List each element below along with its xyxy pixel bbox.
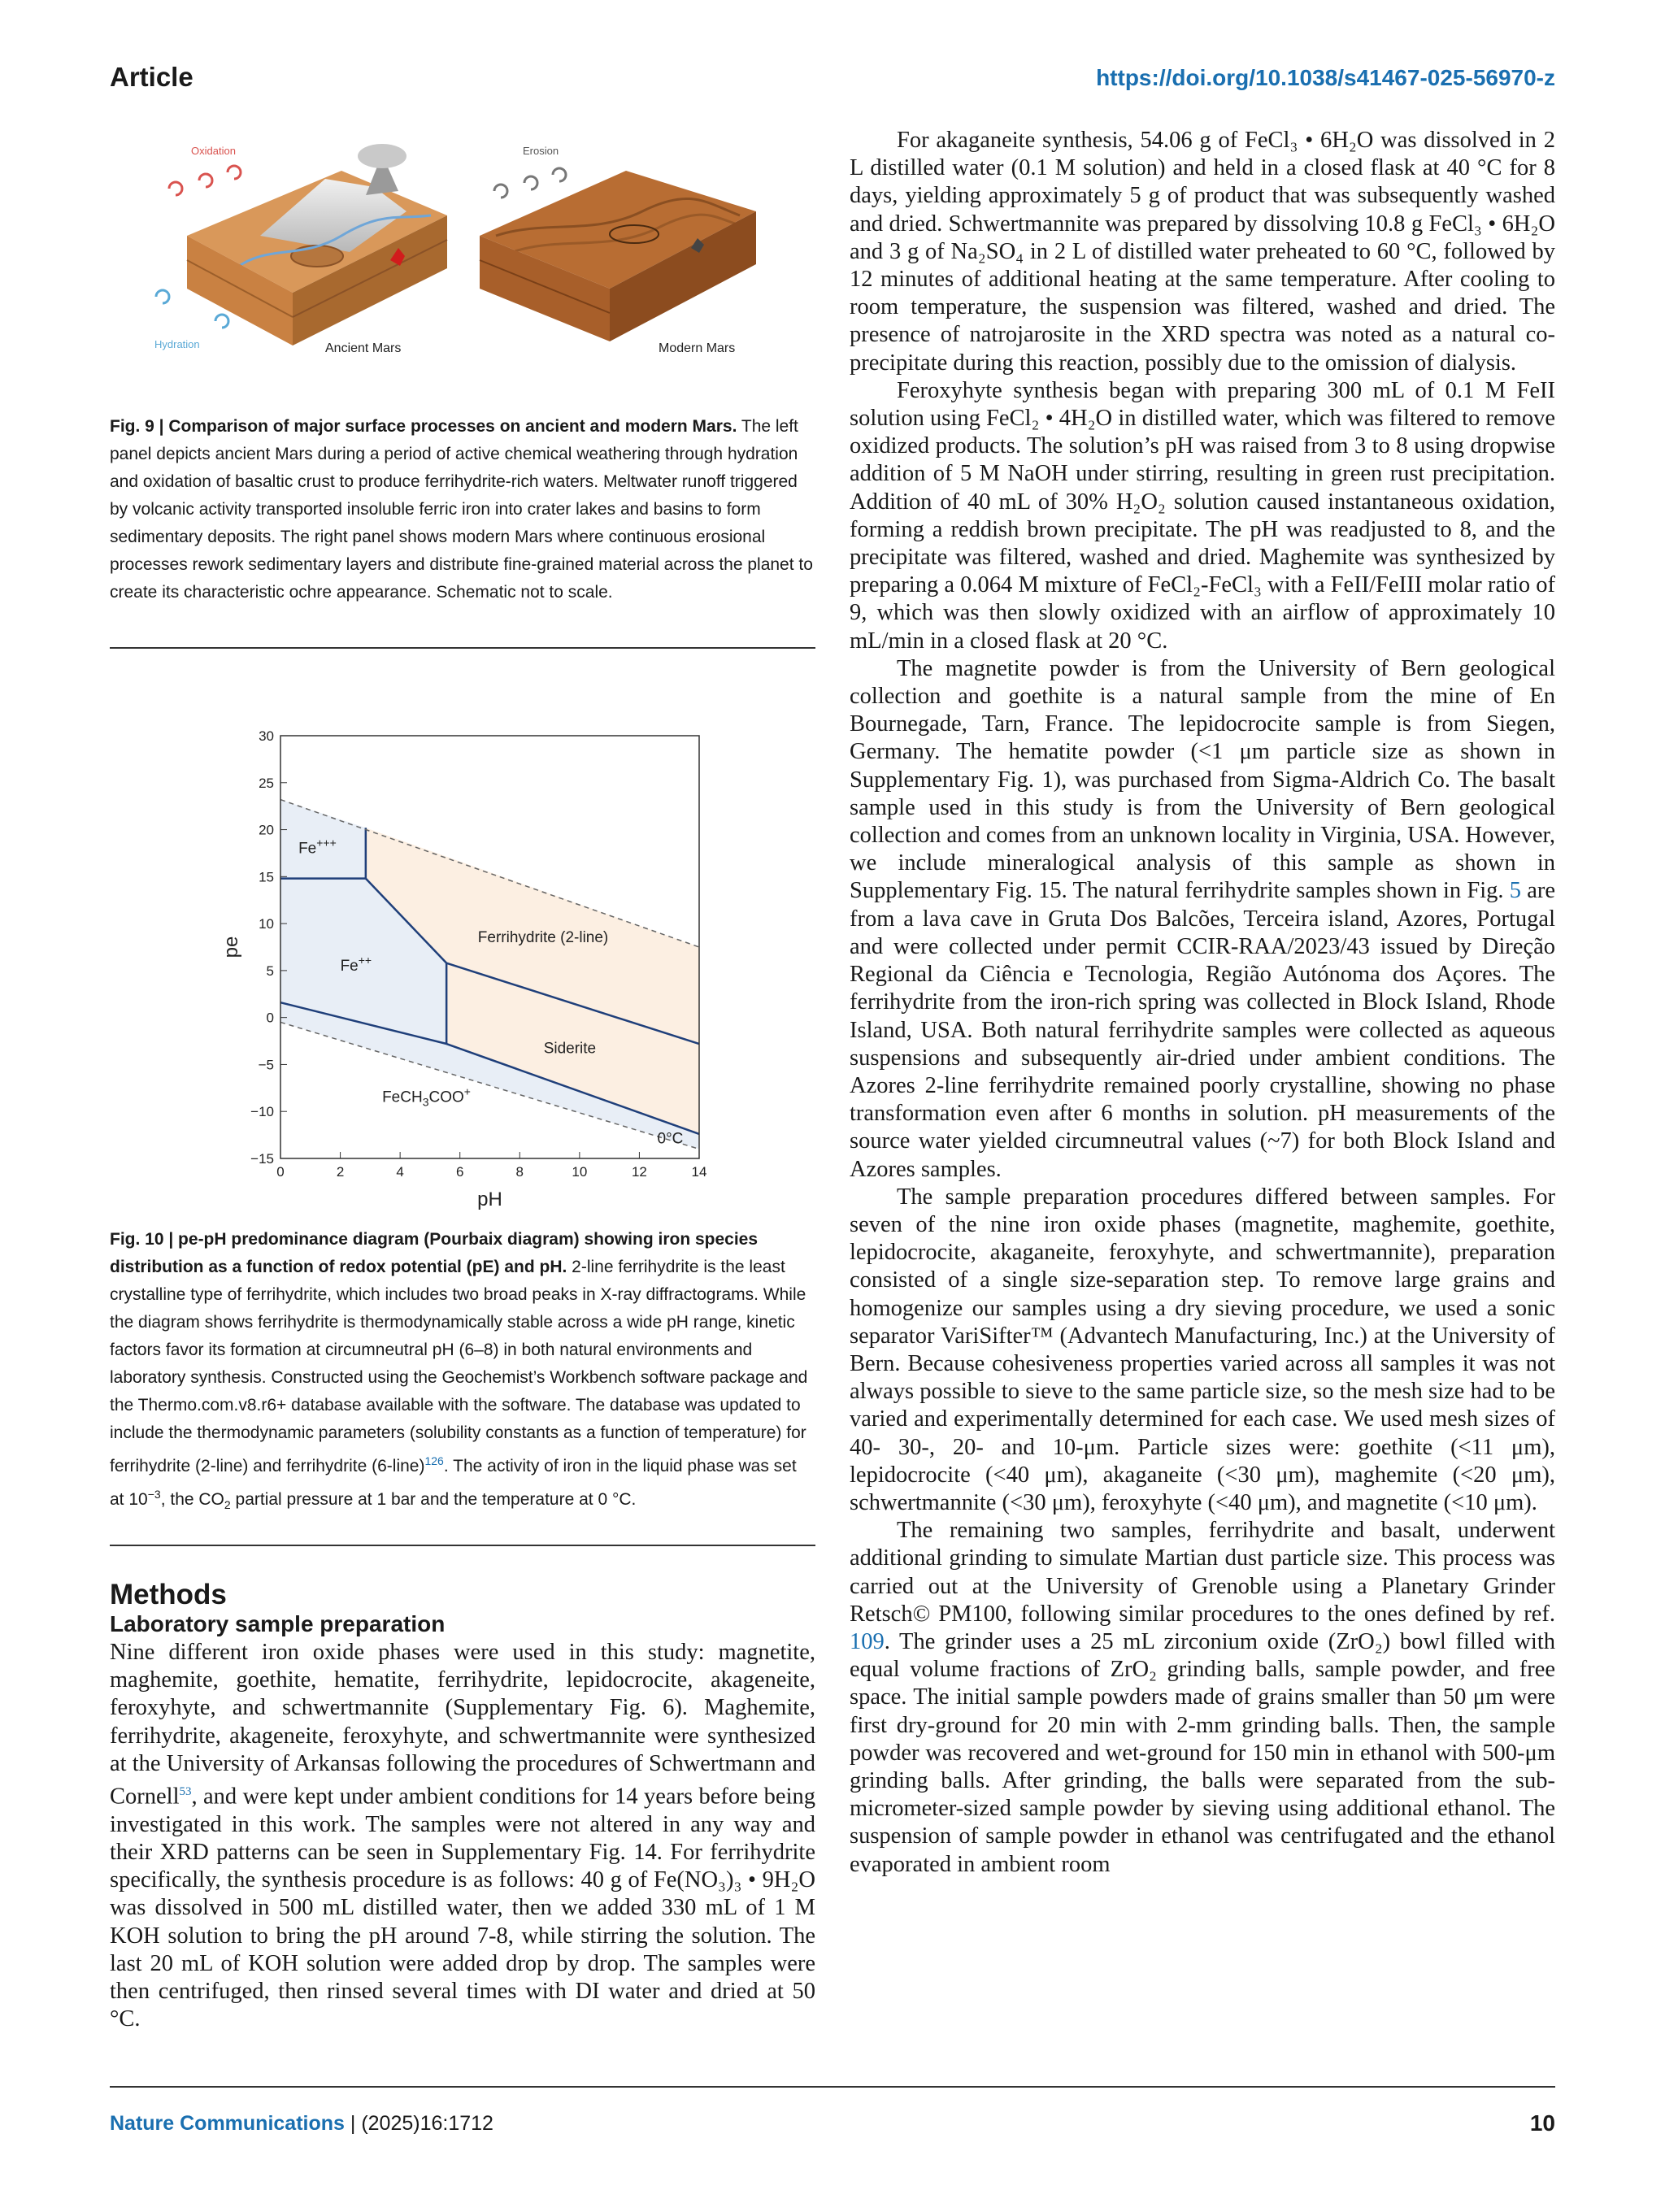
fig10-caption-text-d: partial pressure at 1 bar and the temperature at 0 °C. [230, 1490, 637, 1509]
x-tick-label: 8 [515, 1164, 524, 1180]
y-tick-label: −15 [250, 1151, 274, 1167]
x-tick-label: 14 [691, 1164, 707, 1180]
fig10-ref-126[interactable]: 126 [424, 1454, 444, 1467]
y-tick-label: 0 [266, 1010, 274, 1026]
region-label-1: Fe++ [340, 953, 372, 975]
region-label-2: Ferrihydrite (2-line) [477, 929, 609, 947]
preparation-paragraph: The sample preparation procedures differed between samples. For seven of the nine iron oxide phases (magnetite, maghemite, goethite, lepidocrocite, akaganeite, feroxyhyte, and schwertmannite), preparation consisted of a single size-separation step. To remove large grains and homogenize our samples using a dry sieving procedure, we used a sonic separator VariSifter™ (Advantech Manufacturing, Inc.) at the University of Bern. Because cohesiveness properties varied across all samples it was not always possible to sieve to the same particle size, so the mesh size had to be varied and experimentally determined for each case. We used mesh sizes of 40- 30-, 20- and 10-μm. Particle sizes were: goethite (<11 μm), lepidocrocite (<40 μm), akaganeite (<30 μm), maghemite (<20 μm), schwertmannite (<30 μm), feroxyhyte (<40 μm), and magnetite (<10 μm). [850, 1184, 1555, 1515]
fig5-link[interactable]: 5 [1509, 878, 1521, 904]
ref-53[interactable]: 53 [179, 1785, 192, 1799]
oxidation-curls-icon [169, 166, 241, 195]
modern-mars-label: Modern Mars [659, 341, 736, 355]
temperature-annotation: 0°C [657, 1130, 684, 1148]
grinding-paragraph: The remaining two samples, ferrihydrite and basalt, underwent additional grinding to simulate Martian dust particle size. This process was carried out at the University of Grenoble using a Planetary Grinder Retsch© PM100, following similar procedures to the ones defined by ref. 109. The grinder uses a 25 mL zirconium oxide (ZrO₂) bowl filled with equal volume fractions of ZrO₂ grinding balls, sample powder, and free space. The initial sample powders made of grains smaller than 50 μm were first dry-ground for 20 min with 2-mm grinding balls. Then, the sample powder was recovered and wet-ground for 150 min in ethanol with 500-μm grinding balls. After grinding, the balls were separated from the sub-micrometer-sized sample powder by sieving using additional ethanol. The suspension of sample powder in ethanol was centrifugated and the ethanol evaporated in ambient room [850, 1518, 1555, 1877]
ancient-mars-label: Ancient Mars [325, 341, 402, 355]
fig10-divider [110, 1545, 815, 1546]
methods-heading: Methods [110, 1579, 227, 1610]
fig9-divider [110, 647, 815, 649]
erosion-label: Erosion [523, 145, 559, 157]
methods-paragraph-1: Nine different iron oxide phases were used in this study: magnetite, maghemite, goethite, hematite, ferrihydrite, lepidocrocite, akageneite, feroxyhyte, and schwertmannite (Supplementary Fig. 6). Maghemite, ferrihydrite, akageneite, feroxyhyte, and schwertmannite were synthesized at the University of Arkansas following the procedures of Schwertmann and Cornell$^{53}$, and were kept under ambient conditions for 14 years before being investigated in this work. The samples were not altered in any way and their XRD patterns can be seen in Supplementary Fig. 14. For ferrihydrite specifically, the synthesis procedure is as follows: 40 g of Fe(NO₃)₃ • 9H₂O was dissolved in 500 mL distilled water, then we added 330 mL of 1 M KOH solution to bring the pH around 7-8, while stirring the solution. The last 20 mL of KOH solution were added drop by drop. The samples were then centrifuged, then rinsed several times with DI water and dried at 50 °C. [110, 1640, 815, 2032]
region-label-3: Siderite [543, 1040, 597, 1058]
region-label-4: FeCH$_3$COO+ [382, 1084, 471, 1109]
x-tick-label: 10 [572, 1164, 588, 1180]
lab-prep-subheading: Laboratory sample preparation [110, 1611, 446, 1636]
article-label: Article [110, 62, 193, 92]
fig9-caption [110, 413, 815, 606]
right-column [850, 127, 1555, 1879]
fig10-caption-text-b: . The activity of iron in the liquid phase was set at 10 [110, 1457, 797, 1509]
oxidation-label: Oxidation [191, 145, 236, 157]
methods-section [110, 1579, 815, 2033]
page-number: 10 [1529, 2110, 1555, 2136]
pourbaix-chart [220, 715, 740, 1219]
hydration-label: Hydration [154, 338, 200, 350]
x-tick-label: 2 [336, 1164, 345, 1180]
feroxyhyte-paragraph: Feroxyhyte synthesis began with preparing 300 mL of 0.1 M FeII solution using FeCl₂ • 4H₂O in distilled water, which was filtered to remove oxidized products. The solution’s pH was raised from 3 to 8 using dropwise addition of 5 M NaOH under stirring, resulting in green rust precipitation. Addition of 40 mL of 30% H₂O₂ solution caused instantaneous oxidation, forming a reddish brown precipitate. The pH was readjusted to 8, and the precipitate was filtered, washed and dried. Maghemite was synthesized by preparing a 0.064 M mixture of FeCl₂-FeCl₃ with a FeII/FeIII molar ratio of 9, which was then slowly oxidized with an airflow of approximately 10 mL/min in a closed flask at 20 °C. [850, 377, 1555, 654]
fig9-illustration [138, 138, 789, 374]
akaganeite-paragraph: For akaganeite synthesis, 54.06 g of FeCl₃ • 6H₂O was dissolved in 2 L distilled water (0.1 M solution) and held in a closed flask at 40 °C for 8 days, yielding approximately 5 g of product that was subsequently washed and dried. Schwertmannite was prepared by dissolving 10.8 g FeCl₃ • 6H₂O and 3 g of Na₂SO₄ in 2 L of distilled water preheated to 60 °C, followed by 12 minutes of additional heating at the same temperature. After cooling to room temperature, the suspension was filtered, washed and dried. The presence of natrojarosite in the XRD spectra was noted as a natural co-precipitate during this reaction, possibly due to the omission of dialysis. [850, 128, 1555, 376]
x-tick-label: 0 [276, 1164, 285, 1180]
footer-divider [110, 2086, 1555, 2088]
x-tick-label: 12 [631, 1164, 647, 1180]
y-tick-label: 20 [259, 822, 274, 838]
y-tick-label: 5 [266, 963, 274, 979]
region-label-0: Fe+++ [298, 836, 337, 858]
fig10-exponent: −3 [147, 1488, 161, 1501]
fig10-caption [110, 1226, 815, 1519]
fig10-subscript: 2 [224, 1498, 231, 1512]
fig10-caption-title: Fig. 10 | pe-pH predominance diagram (Pourbaix diagram) showing iron species distribution as a function of redox potential (pE) and pH. [110, 1230, 759, 1276]
fig10-caption-text: 2-line ferrihydrite is the least crystalline type of ferrihydrite, which includes two broad peaks in X-ray diffractograms. While the diagram shows ferrihydrite is thermodynamically stable across a wide pH range, kinetic factors favor its formation at circumneutral pH (6–8) in both natural environments and laboratory synthesis. Constructed using the Geochemist’s Workbench software package and the Thermo.com.v8.r6+ database available with the software. The database was updated to include the thermodynamic parameters (solubility constants as a function of temperature) for ferrihydrite (2-line) and ferrihydrite (6-line) [110, 1258, 808, 1475]
doi-link[interactable]: https://doi.org/10.1038/s41467-025-56970-z [1096, 65, 1555, 90]
fig9-caption-text: The left panel depicts ancient Mars during a period of active chemical weathering through hydration and oxidation of basaltic crust to produce ferrihydrite-rich waters. Meltwater runoff triggered by volcanic activity transported insoluble ferric iron into crater lakes and basins to form sedimentary deposits. The right panel shows modern Mars where continuous erosional processes rework sedimentary layers and distribute fine-grained material across the planet to create its characteristic ochre appearance. Schematic not to scale. [110, 417, 813, 602]
y-tick-label: 25 [259, 775, 274, 791]
x-tick-label: 4 [396, 1164, 404, 1180]
erosion-curls-icon [494, 168, 566, 198]
y-tick-label: −10 [250, 1104, 274, 1120]
x-tick-label: 6 [455, 1164, 464, 1180]
fig9-caption-title: Fig. 9 | Comparison of major surface processes on ancient and modern Mars. [110, 417, 737, 436]
y-axis-label: pe [220, 936, 242, 958]
samples-origin-paragraph: The magnetite powder is from the University of Bern geological collection and goethite is a natural sample from the mine of En Bournegade, Tarn, France. The lepidocrocite sample is from Siegen, Germany. The hematite powder (<1 μm particle size as shown in Supplementary Fig. 1), was purchased from Sigma-Aldrich Co. The basalt sample used in this study is from the University of Bern geological collection and comes from an unknown locality in Virginia, USA. However, we include mineralogical analysis of this sample as shown in Supplementary Fig. 15. The natural ferrihydrite samples shown in Fig. 5 are from a lava cave in Gruta Dos Balcões, Terceira island, Azores, Portugal and were collected under permit CCIR-RAA/2023/43 issued by Direção Regional da Ciência e Tecnologia, Região Autónoma dos Açores. The ferrihydrite from the iron-rich spring was collected in Block Island, Rhode Island, USA. Both natural ferrihydrite samples were collected as aqueous suspensions and subsequently air-dried under ambient conditions. The Azores 2-line ferrihydrite remained poorly crystalline, showing no phase transformation even after 6 months in solution. pH measurements of the source water yielded circumneutral values (~7) for both Block Island and Azores samples. [850, 655, 1555, 1182]
journal-name[interactable]: Nature Communications [110, 2112, 345, 2135]
y-tick-label: 15 [259, 869, 274, 885]
y-tick-label: 10 [259, 916, 274, 932]
modern-mars-block [480, 171, 756, 341]
footer-citation: Nature Communications | (2025)16:1712 [110, 2112, 493, 2135]
y-tick-label: 30 [259, 728, 274, 744]
fig10-caption-text-c: , the CO [160, 1490, 224, 1509]
y-tick-label: −5 [258, 1057, 274, 1073]
ref-109-link[interactable]: 109 [850, 1628, 885, 1654]
x-axis-label: pH [477, 1189, 502, 1210]
